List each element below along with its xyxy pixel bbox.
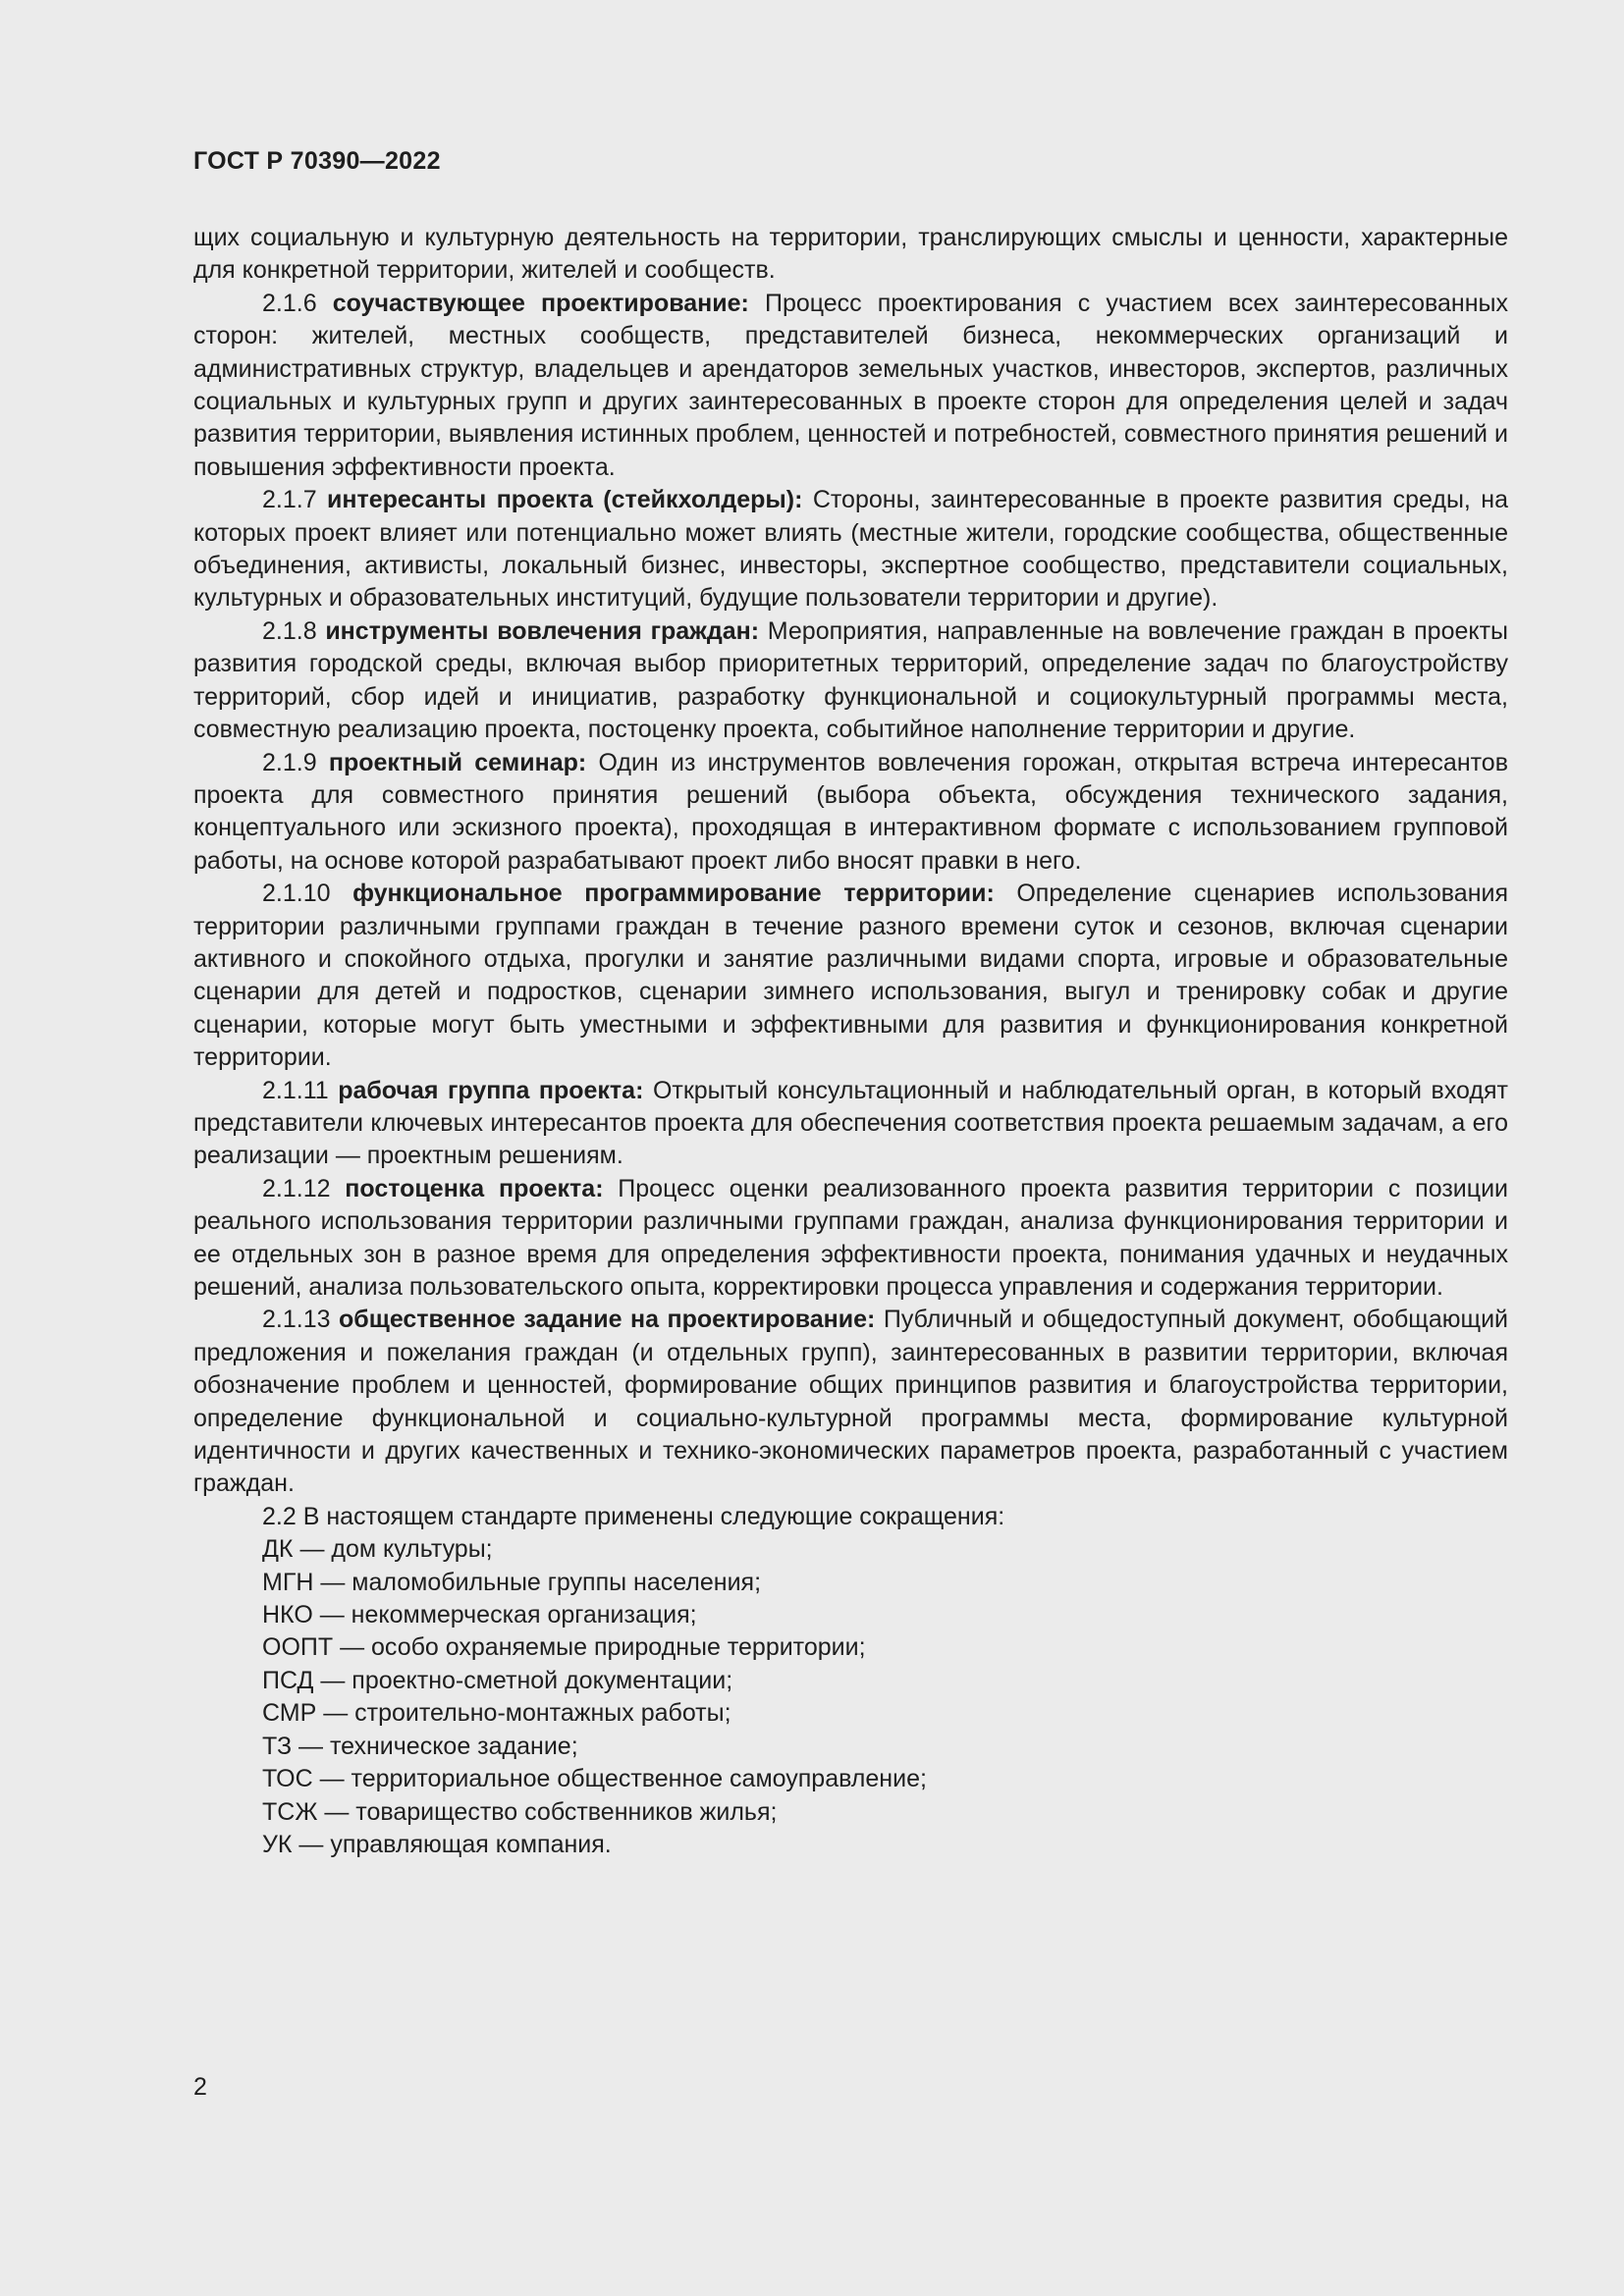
page-number: 2 [193,2073,207,2101]
abbreviation-item: ДК — дом культуры; [262,1535,493,1564]
abbreviation-item: ПСД — проектно-сметной документации; [262,1666,733,1694]
definition-term: функциональное программирование территории: [352,880,995,908]
definition-term: общественное задание на проектирование: [339,1306,876,1334]
definition-text: Один из инструментов вовлечения горожан, открытая встреча интересантов проекта для совместного принятия решений (выбора объекта, обсуждения технического задания, концептуального или эскизного проекта), проходящая в интерактивном формате с использованием групповой работы, на основе которой разрабатывают проект либо вносят правки в него. [193,748,1508,875]
definition-term: проектный семинар: [328,748,587,776]
abbreviation-item: ТСЖ — товарищество собственников жилья; [262,1797,778,1826]
definition-number: 2.1.6 [262,289,317,317]
definition-text: Мероприятия, направленные на вовлечение граждан в проекты развития городской среды, включая выбор приоритетных территорий, определение задач по благоустройству территорий, сбор идей и инициатив, разработку функциональной и социокультурный программы места, совместную реализацию проекта, постоценку проекта, событийное наполнение территории и другие. [193,616,1509,744]
definition-number: 2.1.10 [262,880,331,908]
definition-2-1-11 [193,1075,1508,1173]
definition-2-1-7 [193,484,1508,615]
definition-text: Процесс оценки реализованного проекта развития территории с позиции реального использования территории различными группами граждан, анализа функционирования территории и ее отдельных зон в разное время для определения эффективности проекта, понимания удачных и неудачных решений, анализа пользовательского опыта, корректировки процесса управления и содержания территории. [193,1174,1509,1301]
definition-number: 2.1.9 [262,748,317,776]
definition-number: 2.1.8 [262,616,317,645]
abbreviation-item: УК — управляющая компания. [262,1830,612,1858]
definition-text: Публичный и общедоступный документ, обобщающий предложения и пожелания граждан (и отдельных групп), заинтересованных в развитии территории, включая обозначение проблем и ценностей, формирование общих принципов развития и благоустройства территории, определение функциональной и социально-культурной программы места, формирование культурной идентичности и других качественных и технико-экономических параметров проекта, разработанный с участием граждан. [193,1306,1509,1498]
definition-number: 2.1.7 [262,486,317,514]
definition-number: 2.1.13 [262,1306,331,1334]
definition-term: соучаствующее проектирование: [332,289,749,317]
definition-number: 2.1.11 [262,1076,329,1104]
abbreviation-item: ТОС — территориальное общественное самоуправление; [262,1765,927,1793]
abbreviation-item: НКО — некоммерческая организация; [262,1601,697,1629]
definition-2-1-12 [193,1173,1508,1305]
definition-term: интересанты проекта (стейкхолдеры): [327,486,803,514]
definition-text: Стороны, заинтересованные в проекте развития среды, на которых проект влияет или потенциально может влиять (местные жители, городские сообщества, общественные объединения, активисты, локальный бизнес, инвесторы, экспертное сообщество, представители социальных, культурных и образовательных институций, будущие пользователи территории и другие). [193,486,1508,613]
definition-term: рабочая группа проекта: [338,1076,644,1104]
abbreviation-item: СМР — строительно-монтажных работы; [262,1699,731,1728]
definition-text: Открытый консультационный и наблюдательный орган, в который входят представители ключевых интересантов проекта для обеспечения соответствия проекта решаемым задачам, а его реализации — проектным решениям. [193,1076,1508,1170]
definition-term: инструменты вовлечения граждан: [325,616,760,645]
abbreviation-item: ТЗ — техническое задание; [262,1732,578,1760]
intro-continuation: щих социальную и культурную деятельность на территории, транслирующих смыслы и ценности, характерные для конкретной территории, жителей и сообществ. [193,224,1508,285]
definition-text: Определение сценариев использования территории различными группами граждан в течение разного времени суток и сезонов, включая сценарии активного и спокойного отдыха, прогулки и занятие различными видами спорта, игровые и образовательные сценарии для детей и подростков, сценарии зимнего использования, выгул и тренировку собак и другие сценарии, которые могут быть уместными и эффективными для развития и функционирования конкретной территории. [193,880,1509,1072]
definition-2-1-8 [193,615,1508,747]
abbreviation-item: ООПТ — особо охраняемые природные территории; [262,1633,866,1662]
definition-term: постоценка проекта: [345,1174,604,1202]
definition-2-1-10 [193,878,1508,1074]
definition-2-1-9 [193,747,1508,879]
abbreviations-intro: 2.2 В настоящем стандарте применены следующие сокращения: [262,1502,1005,1530]
definition-number: 2.1.12 [262,1174,331,1202]
document-header: ГОСТ Р 70390—2022 [193,147,441,175]
definition-text: Процесс проектирования с участием всех заинтересованных сторон: жителей, местных сообществ, представителей бизнеса, некоммерческих организаций и административных структур, владельцев и арендаторов земельных участков, инвесторов, экспертов, различных социальных и культурных групп и других заинтересованных в проекте сторон для определения целей и задач развития территории, выявления истинных проблем, ценностей и потребностей, совместного принятия решений и повышения эффективности проекта. [193,289,1509,481]
definition-2-1-13 [193,1304,1508,1500]
abbreviation-item: МГН — маломобильные группы населения; [262,1568,762,1596]
document-body [193,222,1508,1861]
definition-2-1-6 [193,288,1508,484]
